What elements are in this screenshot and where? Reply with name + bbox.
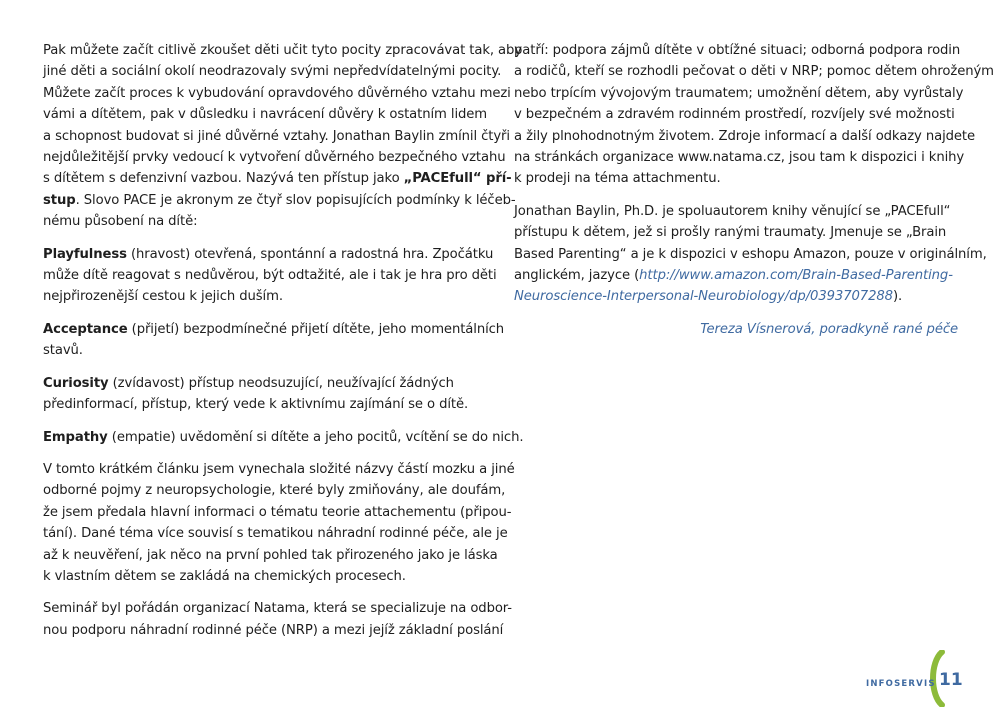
text-segment: . Slovo PACE je akronym ze čtyř slov popisujících podmínky k léčeb- (75, 192, 516, 208)
paragraph-book (514, 201, 987, 308)
term-curiosity: Curiosity (43, 375, 109, 391)
text-line: odborné pojmy z neuropsychologie, které byly zmiňovány, ale doufám, (43, 483, 506, 499)
text-line: v bezpečném a zdravém rodinném prostředí, rozvíjely své možnosti (514, 107, 955, 123)
text-line: nou podporu náhradní rodinné péče (NRP) a mezi jejíž základní poslání (43, 622, 504, 638)
paragraph-playfulness (43, 244, 497, 308)
text-line (43, 427, 524, 448)
text-line: nejpřirozenější cestou k jejich duším. (43, 289, 283, 305)
page-number: 11 (939, 670, 963, 690)
author-signature: Tereza Vísnerová, poradkyně rané péče (700, 321, 958, 337)
text-line: tání). Dané téma více souvisí s tematikou náhradní rodinné péče, ale je (43, 526, 508, 542)
text-line: a schopnost budovat si jiné důvěrné vztahy. Jonathan Baylin zmínil čtyři (43, 128, 510, 144)
text-line: může dítě reagovat s nedůvěrou, být odtažité, ale i tak je hra pro děti (43, 268, 497, 284)
text-line: Based Parenting“ a je k dispozici v eshopu Amazon, pouze v originálním, (514, 246, 987, 262)
text-segment: anglickém, jazyce ( (514, 268, 640, 284)
text-line: přístupu k dětem, jež si prošly ranými traumaty. Jmenuje se „Brain (514, 225, 947, 241)
text-line: jiné děti a sociální okolí neodrazovaly svými nepředvídatelnými pocity. (43, 64, 502, 80)
text-line: Seminář byl pořádán organizací Natama, která se specializuje na odbor- (43, 601, 512, 617)
amazon-book-link[interactable]: http://www.amazon.com/Brain-Based-Parenting- (639, 268, 953, 284)
text-line: že jsem předala hlavní informaci o tématu teorie attachementu (připou- (43, 504, 512, 520)
text-segment: (empatie) uvědomění si dítěte a jeho pocitů, vcítění se do nich. (107, 429, 524, 445)
text-segment: (přijetí) bezpodmínečné přijetí dítěte, jeho momentálních (127, 321, 505, 337)
paragraph-mission (514, 40, 994, 190)
left-column (43, 40, 524, 652)
text-line: nebo trpícím vývojovým traumatem; umožnění dětem, aby vyrůstaly (514, 85, 964, 101)
text-line: nejdůležitější prvky vedoucí k vytvoření důvěrného bezpečného vztahu (43, 150, 506, 166)
term-acceptance: Acceptance (43, 321, 128, 337)
paragraph-acceptance (43, 319, 505, 362)
text-line: a rodičů, kteří se rozhodli pečovat o děti v NRP; pomoc dětem ohroženým (514, 64, 994, 80)
text-line: k prodeji na téma attachmentu. (514, 171, 721, 187)
text-line (43, 319, 505, 340)
text-segment: (hravost) otevřená, spontánní a radostná hra. Zpočátku (126, 246, 494, 262)
text-line: předinformací, přístup, který vede k aktivnímu zajímání se o dítě. (43, 397, 469, 413)
paragraph-summary (43, 459, 515, 587)
term-empathy: Empathy (43, 429, 108, 445)
paragraph-curiosity (43, 373, 490, 416)
text-line: až k neuvěření, jak něco na první pohled tak přirozeného jako je láska (43, 547, 498, 563)
text-line (43, 244, 494, 265)
text-line (514, 286, 958, 307)
text-line (43, 373, 490, 394)
paragraph-empathy (43, 427, 524, 448)
text-line: V tomto krátkém článku jsem vynechala složité názvy částí mozku a jiné (43, 461, 515, 477)
amazon-book-link-cont[interactable]: Neuroscience-Interpersonal-Neurobiology/dp/0393707288 (514, 289, 893, 305)
text-line (43, 168, 512, 189)
pacefull-term: „PACEfull“ pří- (403, 171, 512, 187)
right-column (514, 40, 994, 340)
term-playfulness: Playfulness (43, 246, 127, 262)
text-line: k vlastním dětem se zakládá na chemických procesech. (43, 568, 406, 584)
text-line: vámi a dítětem, pak v důsledku i navrácení důvěry k ostatním lidem (43, 107, 488, 123)
text-line: nému působení na dítě: (43, 214, 198, 230)
paragraph-seminar (43, 598, 512, 641)
text-line: Můžete začít proces k vybudování opravdového důvěrného vztahu mezi (43, 85, 511, 101)
footer-publication-label: INFOSERVIS (866, 679, 936, 689)
text-line: na stránkách organizace www.natama.cz, jsou tam k dispozici i knihy (514, 150, 965, 166)
text-line: patří: podpora zájmů dítěte v obtížné situaci; odborná podpora rodin (514, 43, 961, 58)
text-line (43, 190, 516, 211)
pacefull-term-end: stup (43, 192, 76, 208)
text-segment: (zvídavost) přístup neodsuzující, neužívající žádných (108, 375, 454, 391)
text-line (514, 265, 958, 286)
text-line: a žily plnohodnotným životem. Zdroje informací a další odkazy najdete (514, 128, 976, 144)
text-segment: ). (892, 289, 903, 305)
paragraph-intro (43, 40, 523, 233)
text-segment: s dítětem s defenzivní vazbou. Nazývá ten přístup jako (43, 171, 404, 187)
text-line: stavů. (43, 343, 83, 359)
text-line: Pak můžete začít citlivě zkoušet děti učit tyto pocity zpracovávat tak, aby (43, 43, 523, 58)
text-line: Jonathan Baylin, Ph.D. je spoluautorem knihy věnující se „PACEfull“ (514, 203, 951, 219)
